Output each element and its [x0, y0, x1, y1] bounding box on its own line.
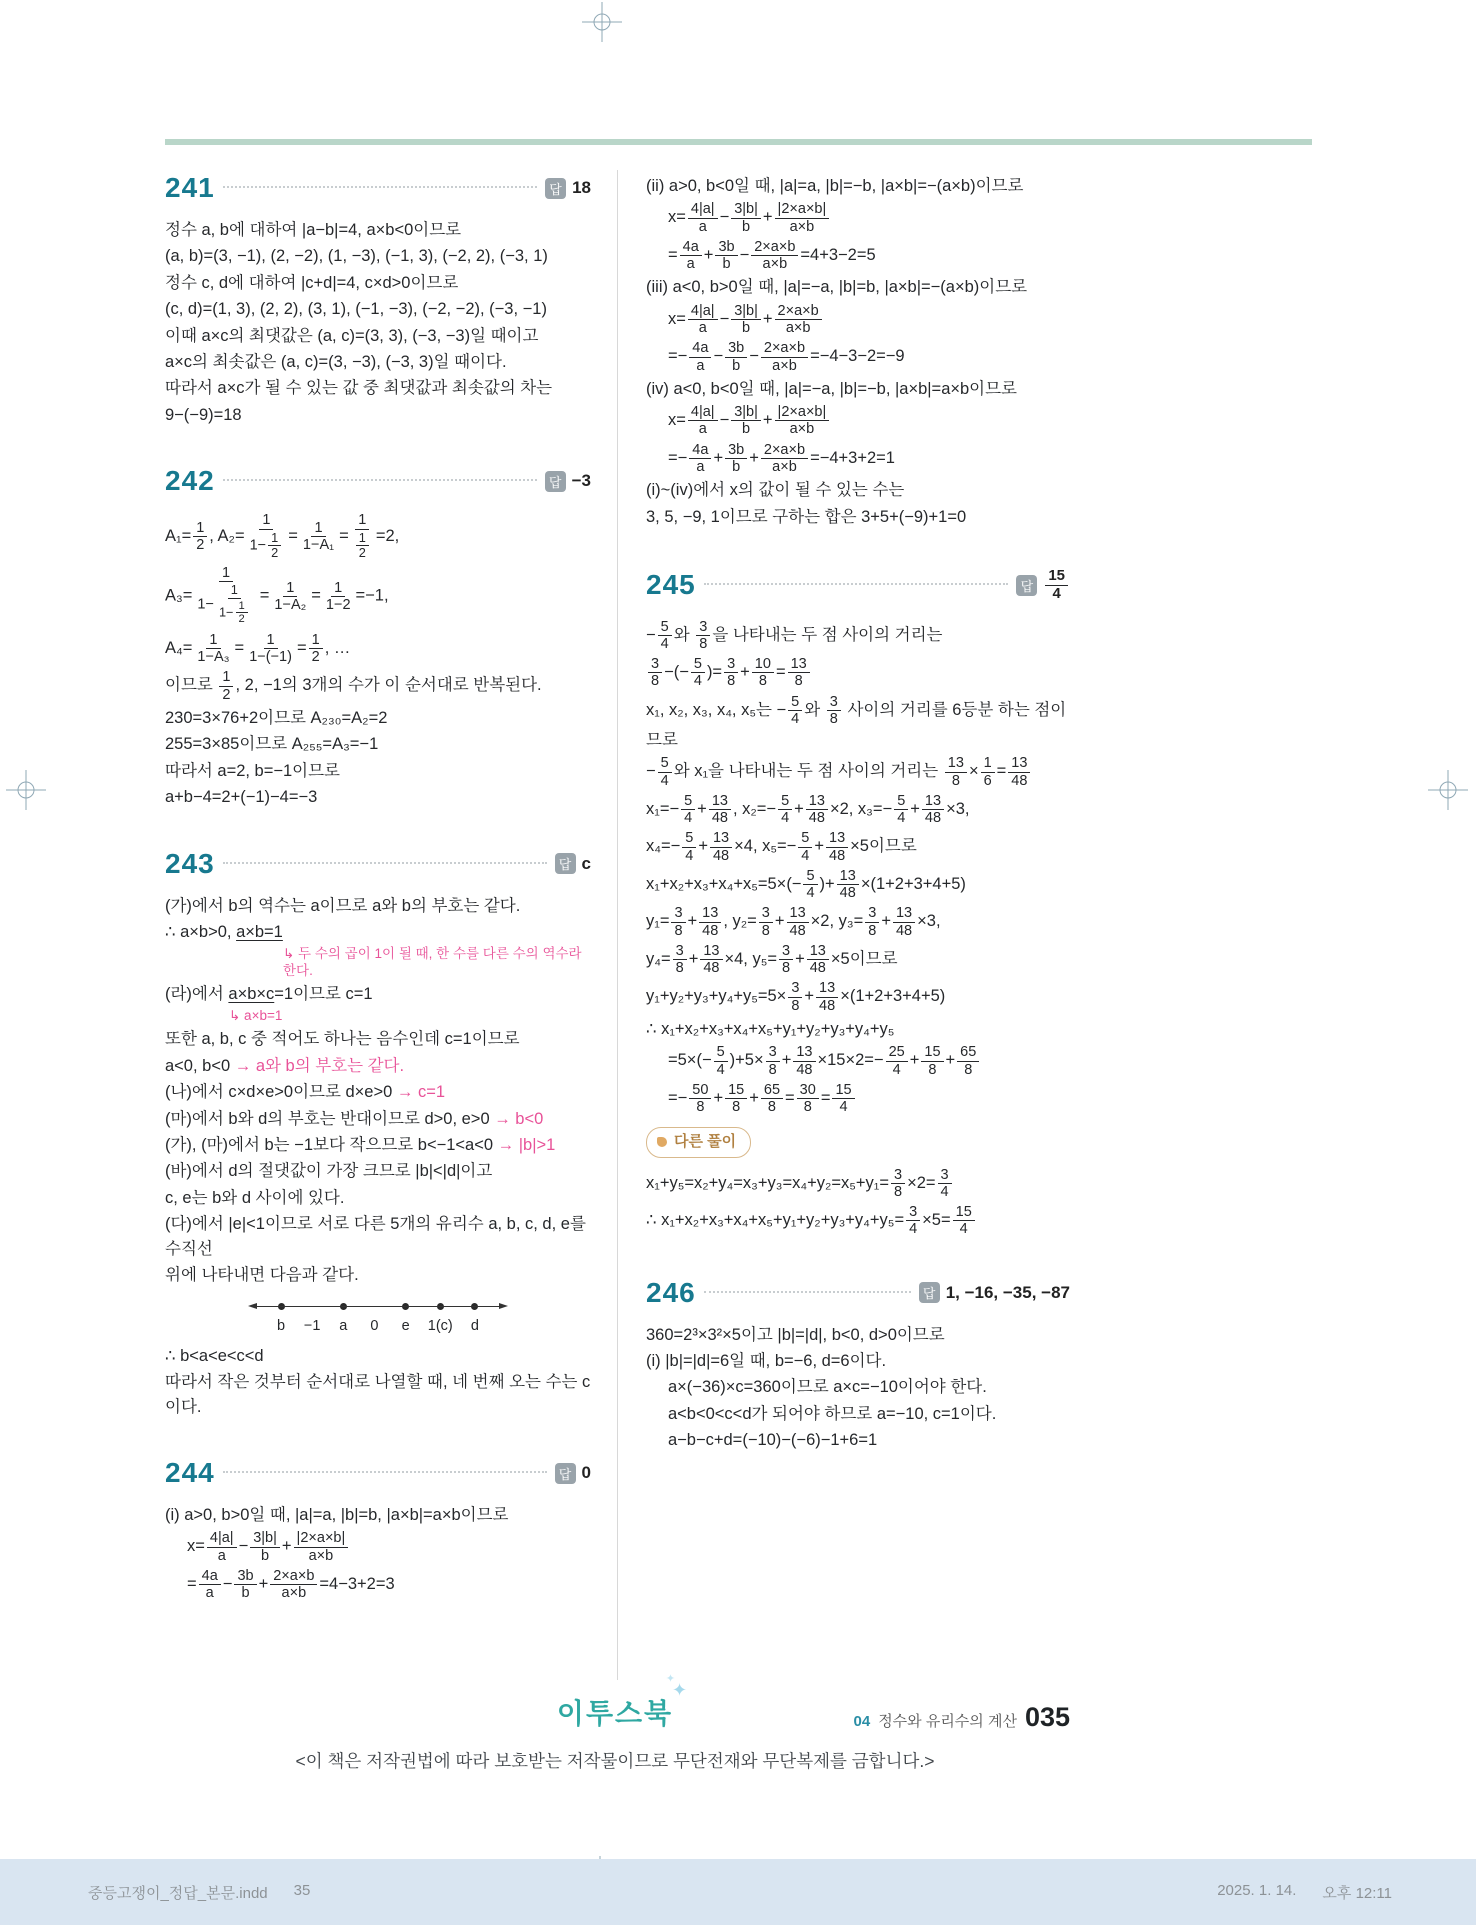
solution-line: − $\frac{5}{4}$ 와 $\frac{3}{8}$ 을 나타내는 두 점 사이의 거리는 — [646, 618, 943, 652]
solution-line: (가), (마)에서 b는 −1보다 작으므로 b<−1<a<0 → |b|>1 — [165, 1135, 556, 1154]
number-line-point — [334, 1297, 352, 1337]
point-label: d — [470, 1318, 479, 1335]
problem-243 — [165, 848, 591, 1420]
column-divider — [617, 170, 618, 1680]
answer — [919, 1282, 1070, 1303]
solution-line: x₄=− $\frac{5}{4}$ + $\frac{13}{48}$ ×4, x₅=− $\frac{5}{4}$ + $\frac{13}{48}$ ×5이므로 — [646, 830, 917, 864]
print-info-bar — [0, 1859, 1476, 1925]
print-file-info — [88, 1882, 310, 1903]
solution-line: 위에 나타내면 다음과 같다. — [165, 1266, 359, 1284]
crop-mark-top — [582, 2, 622, 42]
solution-line: (바)에서 d의 절댓값이 가장 크므로 |b|<|d|이고 — [165, 1162, 493, 1181]
point-label: a — [339, 1318, 348, 1335]
solution-body — [646, 174, 1070, 529]
solution-line: ∴ a×b>0, a×b=1 — [165, 922, 283, 941]
answer — [545, 178, 591, 199]
solution-line: 3, 5, −9, 1이므로 구하는 합은 3+5+(−9)+1=0 — [646, 507, 967, 526]
print-date-info — [1217, 1882, 1392, 1903]
sparkle-small-icon: ✦ — [665, 1673, 678, 1685]
solution-line: =− $\frac{4a}{a}$ + $\frac{3b}{b}$ + $\frac{2\times a\times b}{a\times b}$ =−4+3+2=1 — [668, 441, 895, 475]
solution-line: 이때 a×c의 최댓값은 (a, c)=(3, 3), (−3, −3)일 때이고 — [165, 326, 539, 345]
problem-header — [165, 172, 591, 204]
problem-244-continued — [646, 174, 1070, 529]
sparkle-icon: ✦ — [672, 1680, 690, 1700]
solution-line: 따라서 작은 것부터 순서대로 나열할 때, 네 번째 오는 수는 c이다. — [165, 1373, 591, 1416]
problem-header — [165, 1457, 591, 1489]
solution-line: x₁, x₂, x₃, x₄, x₅는 − $\frac{5}{4}$ 와 $\frac{3}{8}$ 사이의 거리를 6등분 하는 점이므로 — [646, 693, 1067, 749]
right-column — [646, 172, 1070, 1491]
answer-badge-icon: 답 — [545, 471, 566, 492]
answer-badge-icon: 답 — [545, 178, 566, 199]
solution-line: A₄= $\frac{1}{\text{1−A₃}}$ = $\frac{1}{1-(-1)}$ = $\frac{1}{2}$ , … — [165, 631, 351, 666]
crop-mark-left — [6, 770, 46, 810]
solution-line: − $\frac{5}{4}$ 와 x₁을 나타내는 두 점 사이의 거리는 $\frac{13}{8}$ × $\frac{1}{6}$ = $\frac{13}{48}$ — [646, 754, 1070, 790]
solution-line: x= $\frac{4|a|}{a}$ − $\frac{3|b|}{b}$ + $\frac{2\times a\times b}{a\times b}$ — [646, 302, 1070, 338]
number-line-point — [397, 1297, 415, 1337]
number-line-point — [466, 1297, 484, 1337]
point-label: 0 — [370, 1318, 379, 1335]
solution-line: y₁= $\frac{3}{8}$ + $\frac{13}{48}$ , y₂= $\frac{3}{8}$ + $\frac{13}{48}$ ×2, y₃= $\frac{3}{8}$ + $\frac{13}{48}$ ×3, — [646, 905, 941, 939]
answer-value: 18 — [572, 178, 591, 197]
solution-line: 정수 a, b에 대하여 |a−b|=4, a×b<0이므로 — [165, 221, 462, 239]
point-label: 1(c) — [427, 1318, 453, 1335]
solution-body — [165, 1503, 591, 1602]
answer — [545, 471, 591, 492]
solution-line: ∴ x₁+x₂+x₃+x₄+x₅+y₁+y₂+y₃+y₄+y₅= $\frac{3}{4}$ ×5= $\frac{15}{4}$ — [646, 1203, 1070, 1239]
solution-body — [165, 511, 591, 809]
copyright-notice: <이 책은 저작권법에 따라 보호받는 저작물이므로 무단전재와 무단복제를 금합니다.> — [295, 1751, 935, 1771]
dotted-leader — [223, 469, 537, 481]
number-line-point — [365, 1297, 383, 1337]
solution-line: ↳ a×b=1 — [229, 1008, 283, 1024]
solution-body — [165, 218, 591, 427]
solution-line: x= $\frac{4|a|}{a}$ − $\frac{3|b|}{b}$ + $\frac{|2\times a\times b|}{a\times b}$ — [646, 403, 1070, 439]
chapter-footer — [646, 1702, 1070, 1733]
solution-line: (마)에서 b와 d의 부호는 반대이므로 d>0, e>0 → b<0 — [165, 1109, 544, 1128]
page-number: 035 — [1024, 1702, 1070, 1732]
dotted-leader — [223, 852, 547, 864]
problem-header — [165, 465, 591, 497]
solution-line: 따라서 a×c가 될 수 있는 값 중 최댓값과 최솟값의 차는 — [165, 379, 553, 398]
problem-header — [646, 1277, 1070, 1309]
answer — [555, 1463, 591, 1484]
print-file-name: 중등고쟁이_정답_본문.indd — [88, 1884, 268, 1902]
solution-line: (i)~(iv)에서 x의 값이 될 수 있는 수는 — [646, 481, 905, 500]
point-label: b — [276, 1318, 286, 1335]
solution-line: a×c의 최솟값은 (a, c)=(3, −3), (−3, 3)일 때이다. — [165, 353, 507, 372]
solution-line: 230=3×76+2이므로 A₂₃₀=A₂=2 — [165, 708, 388, 727]
solution-line: (라)에서 a×b×c=1이므로 c=1 — [165, 985, 373, 1004]
print-date: 2025. 1. 14. — [1217, 1881, 1297, 1899]
solution-body — [646, 1323, 1070, 1453]
solution-line: =− $\frac{4a}{a}$ − $\frac{3b}{b}$ − $\frac{2\times a\times b}{a\times b}$ =−4−3−2=−9 — [668, 340, 905, 374]
alternate-solution-badge — [646, 1127, 751, 1157]
solution-line: (iii) a<0, b>0일 때, |a|=−a, |b|=b, |a×b|=−(a×b)이므로 — [646, 278, 1028, 297]
dotted-leader — [223, 176, 537, 188]
chapter-title: 정수와 유리수의 계산 — [878, 1713, 1017, 1730]
solution-body — [646, 618, 1070, 1239]
answer-badge-icon: 답 — [919, 1282, 940, 1303]
number-line — [252, 1297, 504, 1337]
top-accent-bar — [165, 139, 1312, 145]
solution-line: ∴ b<a<e<c<d — [165, 1346, 264, 1365]
solution-line: y₄= $\frac{3}{8}$ + $\frac{13}{48}$ ×4, y₅= $\frac{3}{8}$ + $\frac{13}{48}$ ×5이므로 — [646, 942, 898, 977]
problem-number: 242 — [165, 465, 215, 497]
answer — [1016, 567, 1070, 603]
solution-line: 9−(−9)=18 — [165, 405, 242, 424]
solution-line: ∴ x₁+x₂+x₃+x₄+x₅+y₁+y₂+y₃+y₄+y₅ — [646, 1019, 895, 1038]
solution-line: =− $\frac{50}{8}$ + $\frac{15}{8}$ + $\frac{65}{8}$ = $\frac{30}{8}$ = $\frac{15}{4}$ — [646, 1081, 1070, 1117]
solution-line: 따라서 a=2, b=−1이므로 — [165, 761, 340, 780]
problem-header — [646, 567, 1070, 603]
answer-value: $\frac{15}{4}$ — [1043, 567, 1070, 603]
solution-line: 정수 c, d에 대하여 |c+d|=4, c×d>0이므로 — [165, 273, 459, 292]
solution-line: (다)에서 |e|<1이므로 서로 다른 5개의 유리수 a, b, c, d, e를 수직선 — [165, 1215, 586, 1258]
problem-241 — [165, 172, 591, 427]
solution-line: x₁+x₂+x₃+x₄+x₅=5×(− $\frac{5}{4}$ )+ $\frac{13}{48}$ ×(1+2+3+4+5) — [646, 867, 966, 902]
solution-line: = $\frac{4a}{a}$ − $\frac{3b}{b}$ + $\frac{2\times a\times b}{a\times b}$ =4−3+2=3 — [187, 1567, 395, 1602]
solution-line: ↳ 두 수의 곱이 1이 될 때, 한 수를 다른 수의 역수라 한다. — [283, 946, 582, 979]
number-line-axis — [252, 1306, 504, 1307]
solution-line: a<0, b<0 → a와 b의 부호는 같다. — [165, 1056, 405, 1075]
problem-number: 244 — [165, 1457, 215, 1489]
solution-line: (a, b)=(3, −1), (2, −2), (1, −3), (−1, 3), (−2, 2), (−3, 1) — [165, 247, 548, 266]
chapter-number: 04 — [853, 1713, 871, 1730]
problem-number: 241 — [165, 172, 215, 203]
print-file-page: 35 — [293, 1881, 311, 1899]
answer-value: c — [581, 853, 591, 873]
solution-line: (i) |b|=|d|=6일 때, b=−6, d=6이다. — [646, 1351, 887, 1370]
solution-line: x= $\frac{4|a|}{a}$ − $\frac{3|b|}{b}$ + $\frac{|2\times a\times b|}{a\times b}$ — [165, 1529, 591, 1565]
solution-line: =5×(− $\frac{5}{4}$ )+5× $\frac{3}{8}$ + $\frac{13}{48}$ ×15×2=− $\frac{25}{4}$ + $\frac{15}{8}$ + $\frac{65}{8}$ — [646, 1043, 1070, 1079]
left-column — [165, 172, 591, 1640]
solution-line: A₁= $\frac{1}{2}$ , A₂= 1 1− $\frac{1}{2}$ = $\frac{1}{\text{1−A₁}}$ = $\frac{1}{\frac{1}{2}}$ =2, — [165, 512, 400, 560]
solution-line: a×(−36)×c=360이므로 a×c=−10이어야 한다. — [668, 1378, 987, 1397]
solution-line: 또한 a, b, c 중 적어도 하나는 음수인데 c=1이므로 — [165, 1030, 520, 1049]
answer-value: −3 — [571, 471, 591, 491]
number-line-point — [428, 1297, 453, 1337]
solution-line: a<b<0<c<d가 되어야 하므로 a=−10, c=1이다. — [668, 1404, 997, 1423]
solution-line: 255=3×85이므로 A₂₅₅=A₃=−1 — [165, 735, 379, 754]
solution-line: y₁+y₂+y₃+y₄+y₅=5× $\frac{3}{8}$ + $\frac{13}{48}$ ×(1+2+3+4+5) — [646, 980, 946, 1014]
problem-number: 246 — [646, 1276, 696, 1308]
solution-line: = $\frac{4a}{a}$ + $\frac{3b}{b}$ − $\frac{2\times a\times b}{a\times b}$ =4+3−2=5 — [668, 238, 876, 273]
number-line-point — [272, 1297, 290, 1337]
solution-line: 360=2³×3²×5이고 |b|=|d|, b<0, d>0이므로 — [646, 1325, 945, 1344]
problem-242 — [165, 465, 591, 809]
solution-line: (i) a>0, b>0일 때, |a|=a, |b|=b, |a×b|=a×b이므로 — [165, 1506, 509, 1525]
solution-line: (c, d)=(1, 3), (2, 2), (3, 1), (−1, −3), (−2, −2), (−3, −1) — [165, 300, 547, 319]
solution-line: x₁+y₅=x₂+y₄=x₃+y₃=x₄+y₂=x₅+y₁= $\frac{3}{8}$ ×2= $\frac{3}{4}$ — [646, 1166, 1070, 1202]
solution-line: 이므로 $\frac{1}{2}$ , 2, −1의 3개의 수가 이 순서대로 반복된다. — [165, 669, 542, 703]
print-time: 오후 12:11 — [1322, 1884, 1392, 1902]
publisher-logo-text: 이투스북 — [556, 1698, 674, 1729]
dotted-leader — [223, 1461, 547, 1473]
answer-value: 0 — [581, 1463, 591, 1483]
solution-line: (가)에서 b의 역수는 a이므로 a와 b의 부호는 같다. — [165, 896, 521, 915]
solution-line: c, e는 b와 d 사이에 있다. — [165, 1188, 345, 1207]
solution-line: $\frac{3}{8}$ −(− $\frac{5}{4}$ )= $\frac{3}{8}$ + $\frac{10}{8}$ = $\frac{13}{8}$ — [646, 655, 1070, 691]
problem-header — [165, 848, 591, 880]
answer — [555, 853, 591, 874]
answer-badge-icon: 답 — [555, 853, 576, 874]
alternate-solution-label: 다른 풀이 — [674, 1133, 737, 1151]
problem-245 — [646, 567, 1070, 1238]
solution-line: (나)에서 c×d×e>0이므로 d×e>0 → c=1 — [165, 1083, 446, 1102]
solution-line: x₁=− $\frac{5}{4}$ + $\frac{13}{48}$ , x₂=− $\frac{5}{4}$ + $\frac{13}{48}$ ×2, x₃=− $\frac{5}{4}$ + $\frac{13}{48}$ ×3, — [646, 792, 970, 827]
dotted-leader — [704, 573, 1009, 585]
problem-244 — [165, 1457, 591, 1602]
answer-value: 1, −16, −35, −87 — [945, 1282, 1070, 1302]
answer-badge-icon: 답 — [555, 1463, 576, 1484]
solution-line: (iv) a<0, b<0일 때, |a|=−a, |b|=−b, |a×b|=a×b이므로 — [646, 379, 1017, 398]
solution-body — [165, 894, 591, 1420]
problem-246 — [646, 1277, 1070, 1453]
solution-line: A₃= 1 1− 1 1− $\frac{1}{2}$ = $\frac{1}{\text{1−A₂}}$ = $\frac{1}{1-2}$ =−1, — [165, 565, 389, 626]
point-label: e — [401, 1318, 410, 1335]
point-label: −1 — [303, 1318, 321, 1335]
solution-line: a+b−4=2+(−1)−4=−3 — [165, 788, 318, 807]
problem-number: 245 — [646, 569, 696, 601]
tag-icon — [657, 1137, 667, 1147]
solution-line: a−b−c+d=(−10)−(−6)−1+6=1 — [668, 1431, 878, 1450]
answer-badge-icon: 답 — [1016, 575, 1037, 596]
solution-line: (ii) a>0, b<0일 때, |a|=a, |b|=−b, |a×b|=−(a×b)이므로 — [646, 177, 1024, 195]
number-line-point — [303, 1297, 321, 1337]
dotted-leader — [704, 1281, 911, 1293]
crop-mark-right — [1428, 770, 1468, 810]
solution-line: x= $\frac{4|a|}{a}$ − $\frac{3|b|}{b}$ + $\frac{|2\times a\times b|}{a\times b}$ — [646, 200, 1070, 236]
problem-number: 243 — [165, 847, 215, 879]
